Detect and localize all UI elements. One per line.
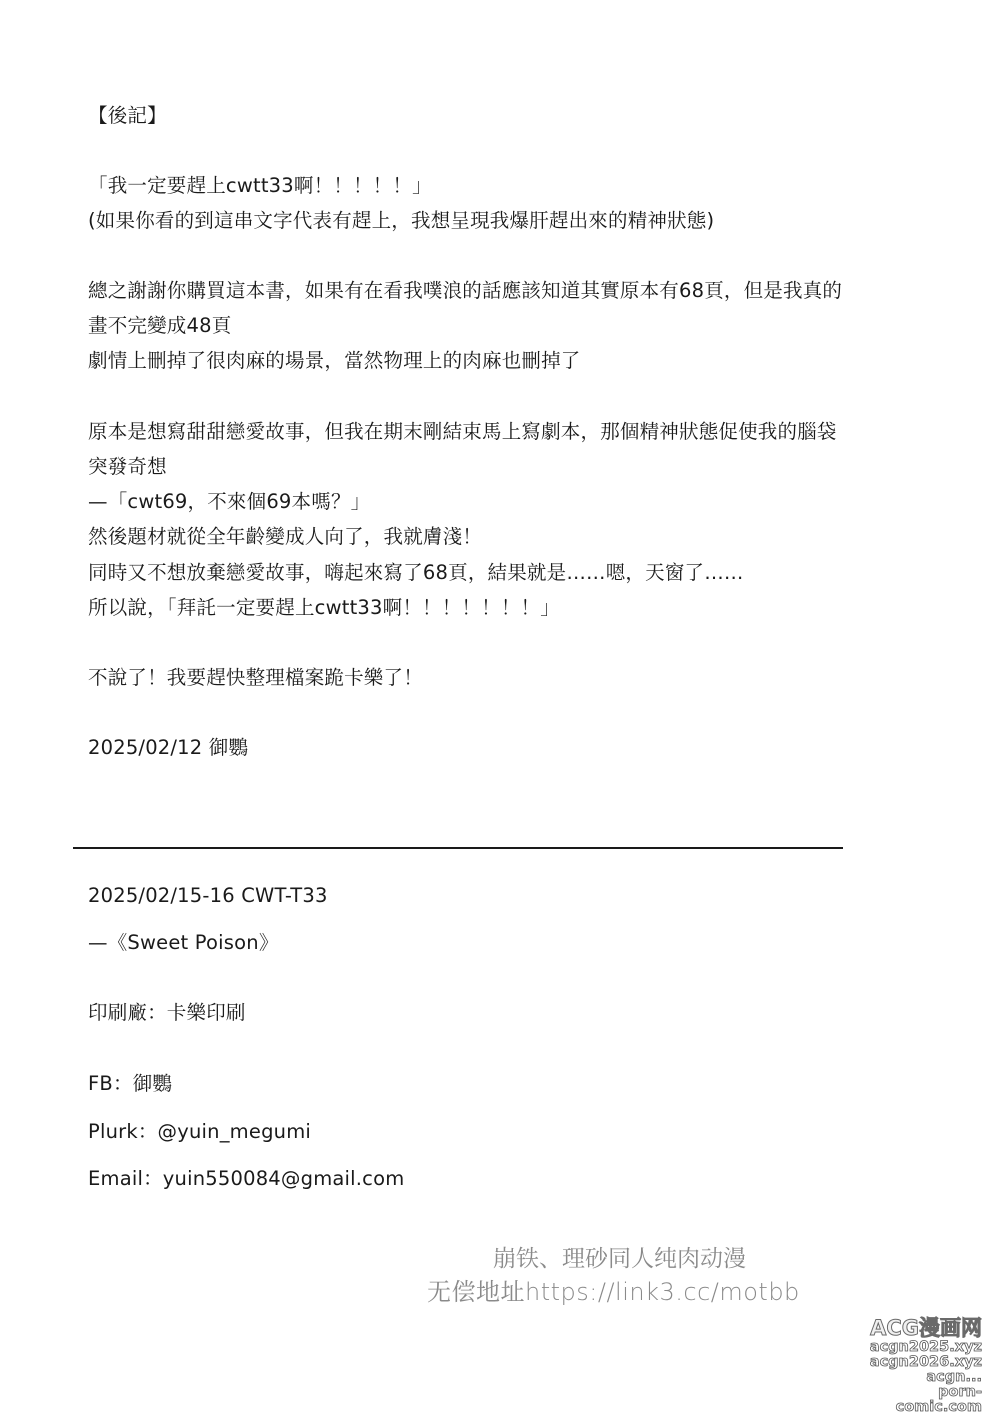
afterword-signature: 2025/02/12 御鸚 <box>88 736 249 759</box>
site-badge <box>852 1316 982 1415</box>
afterword-line: 突發奇想 <box>88 455 167 478</box>
watermark-line-2: 无偿地址https://link3.cc/motbb <box>427 1278 800 1306</box>
colophon-plurk: Plurk：@yuin_megumi <box>88 1120 312 1143</box>
colophon-event: 2025/02/15-16 CWT-T33 <box>88 884 328 907</box>
badge-domain: acgn... <box>926 1369 982 1385</box>
afterword-line: 劇情上刪掉了很肉麻的場景，當然物理上的肉麻也刪掉了 <box>88 349 581 372</box>
section-divider <box>73 847 843 849</box>
colophon-fb: FB：御鸚 <box>88 1072 173 1095</box>
afterword-line: 所以說，「拜託一定要趕上cwtt33啊！！！！！！！」 <box>88 596 560 619</box>
watermark-line-1: 崩铁、理砂同人纯肉动漫 <box>493 1246 746 1272</box>
afterword-line: (如果你看的到這串文字代表有趕上，我想呈現我爆肝趕出來的精神狀態) <box>88 209 715 232</box>
afterword-line: 「我一定要趕上cwtt33啊！！！！！」 <box>88 174 432 197</box>
afterword-line: 同時又不想放棄戀愛故事，嗨起來寫了68頁，結果就是……嗯，天窗了…… <box>88 561 744 584</box>
afterword-line: —「cwt69，不來個69本嗎？」 <box>88 490 371 513</box>
colophon-title: —《Sweet Poison》 <box>88 931 279 954</box>
afterword-line: 畫不完變成48頁 <box>88 314 232 337</box>
afterword-line: 然後題材就從全年齡變成人向了，我就膚淺！ <box>88 525 483 548</box>
afterword-line: 不說了！我要趕快整理檔案跪卡樂了！ <box>88 666 423 689</box>
badge-title: ACG漫画网 <box>870 1316 982 1340</box>
badge-domain: porn-comic.com <box>895 1384 982 1415</box>
afterword-line: 原本是想寫甜甜戀愛故事，但我在期末剛結束馬上寫劇本，那個精神狀態促使我的腦袋 <box>88 420 837 443</box>
badge-domain: acgn2025.xyz <box>869 1339 982 1355</box>
afterword-heading: 【後記】 <box>88 104 167 127</box>
badge-domain: acgn2026.xyz <box>869 1354 982 1370</box>
afterword-line: 總之謝謝你購買這本書，如果有在看我噗浪的話應該知道其實原本有68頁，但是我真的 <box>88 279 843 302</box>
colophon-printer: 印刷廠：卡樂印刷 <box>88 1001 246 1024</box>
colophon-email: Email：yuin550084@gmail.com <box>88 1167 405 1190</box>
